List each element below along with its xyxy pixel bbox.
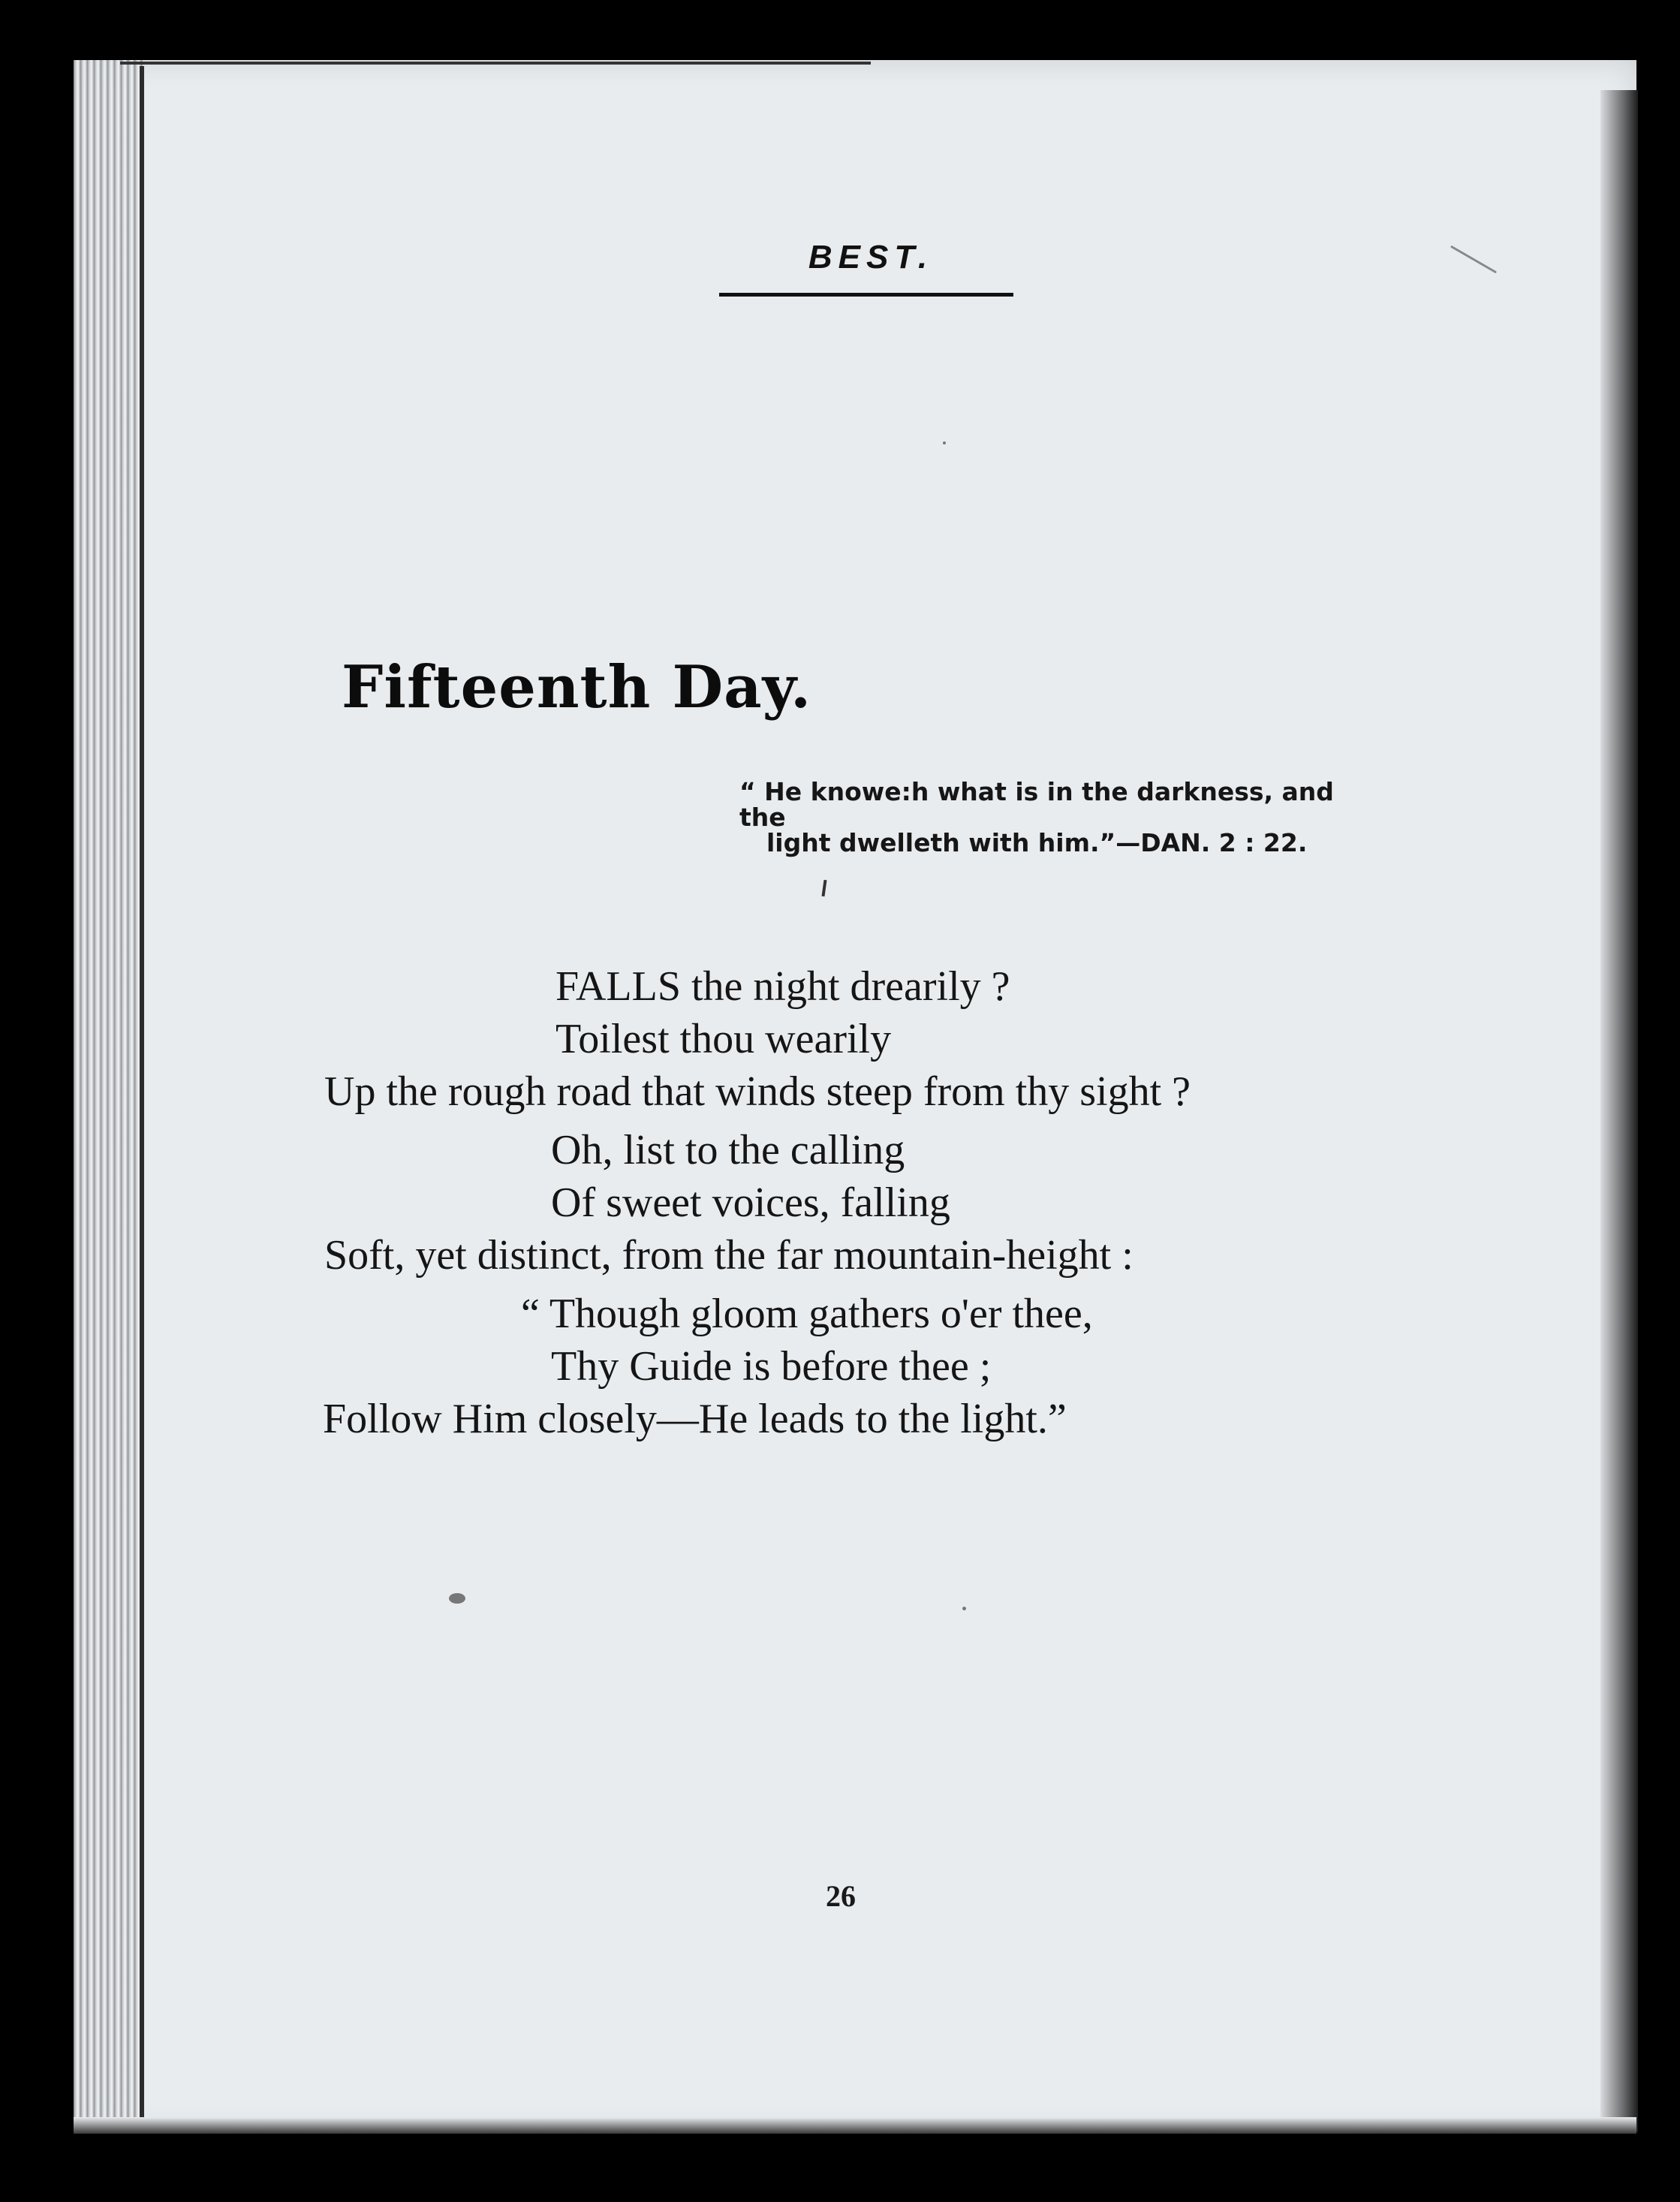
epigraph-line-2: light dwelleth with him.”—DAN. 2 : 22. [766, 828, 1308, 857]
verse-line-6: Soft, yet distinct, from the far mountain-height : [324, 1232, 1134, 1279]
paper-speck [962, 1607, 966, 1610]
verse-line-4: Oh, list to the calling [551, 1127, 905, 1173]
verse-line-5: Of sweet voices, falling [551, 1179, 950, 1226]
verse-line-3: Up the rough road that winds steep from thy sight ? [324, 1068, 1191, 1115]
page-edges [74, 60, 143, 2132]
paper-speck [943, 441, 946, 444]
verse-line-8: Thy Guide is before thee ; [551, 1343, 992, 1390]
page-number: 26 [826, 1879, 856, 1913]
day-title: Fifteenth Day. [342, 653, 812, 721]
epigraph-line-1: “ He knowe:h what is in the darkness, and the [739, 777, 1334, 832]
verse-line-9: Follow Him closely—He leads to the light.” [323, 1396, 1067, 1442]
epigraph [739, 779, 1385, 856]
page-right-shadow [1600, 90, 1638, 2132]
verse-line-1: FALLS the night drearily ? [555, 963, 1010, 1010]
running-head: BEST. [808, 239, 934, 276]
verse-line-7: “ Though gloom gathers o'er thee, [521, 1291, 1093, 1337]
page-top-edge [120, 62, 871, 65]
verse-line-2: Toilest thou wearily [555, 1016, 892, 1062]
paper-speck [449, 1593, 465, 1604]
page-gutter-line [140, 66, 144, 2129]
running-head-rule [719, 293, 1013, 297]
page-bottom-shadow [74, 2117, 1636, 2134]
